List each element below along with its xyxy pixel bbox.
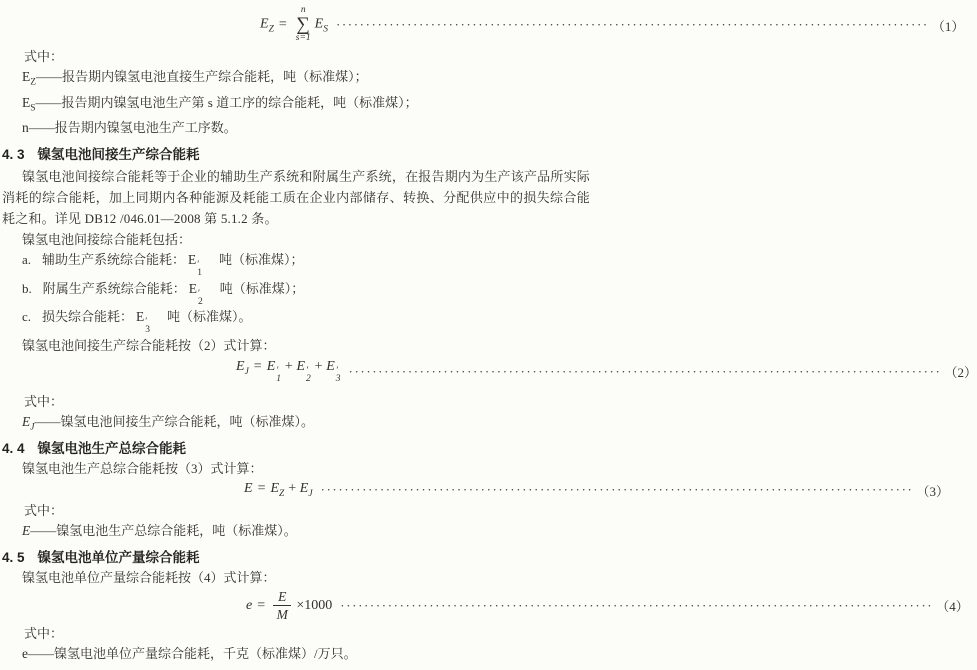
calc-line-4: 镍氢电池单位产量综合能耗按（4）式计算： — [22, 569, 276, 585]
equation-2 — [2, 356, 977, 388]
definition-n: n——报告期内镍氢电池生产工序数。 — [22, 120, 237, 136]
where-label-3: 式中： — [24, 503, 64, 519]
where-label-1: 式中： — [24, 49, 64, 64]
symbol-e3-prime: E ′ 3 — [136, 309, 151, 336]
list-marker: b. — [22, 280, 32, 296]
equation-4 — [2, 588, 969, 624]
equation-1-number: （1） — [931, 18, 965, 34]
section-title: 镍氢电池生产总综合能耗 — [37, 441, 187, 457]
dot-leader: ···································································································· — [335, 17, 929, 32]
definition-e-unit: e——镍氢电池单位产量综合能耗，千克（标准煤）/万只。 — [22, 645, 357, 661]
definition-ez: $E_Z——$报告期内镍氢电池直接生产综合能耗，吨（标准煤）； — [22, 69, 368, 88]
calc-line-3: 镍氢电池生产总综合能耗按（3）式计算： — [22, 461, 263, 477]
section-title: 镍氢电池单位产量综合能耗 — [37, 549, 200, 565]
calc-line-2: 镍氢电池间接生产综合能耗按（2）式计算： — [22, 337, 276, 353]
section-number: 4. 5 — [2, 549, 25, 565]
include-line: 镍氢电池间接综合能耗包括： — [22, 232, 192, 248]
dot-leader: ···································································································· — [340, 597, 934, 613]
equation-3-number: （3） — [916, 483, 949, 499]
equation-1-math: $E_Z$ = n ∑ s=1 $E_S$ — [260, 5, 328, 44]
section-title: 镍氢电池间接生产综合能耗 — [37, 147, 200, 163]
definition-e-total: E——镍氢电池生产总综合能耗，吨（标准煤）。 — [22, 523, 297, 539]
equation-1-rhs-sub: S — [323, 25, 328, 35]
equation-4-number: （4） — [936, 599, 969, 615]
where-label-4: 式中： — [24, 625, 64, 641]
dot-leader: ···································································································· — [320, 482, 914, 498]
list-marker: a. — [22, 252, 32, 268]
section-heading-4-4 — [2, 439, 590, 459]
dot-leader: ···································································································· — [348, 363, 942, 379]
equation-3 — [2, 479, 949, 501]
section-number: 4. 3 — [2, 147, 25, 163]
list-item-c: c. 损失综合能耗： E ′ 3 吨（标准煤）。 — [22, 309, 252, 336]
equation-4-math: e = $\frac{E}{M}$ ×1000 — [246, 588, 333, 623]
definition-ej: $E_J——$镍氢电池间接生产综合能耗，吨（标准煤）。 — [22, 413, 314, 433]
equation-2-number: （2） — [944, 365, 977, 381]
section-number: 4. 4 — [2, 441, 25, 457]
symbol-e1-prime: E ′ 1 — [188, 252, 203, 279]
paragraph-4-3: 镍氢电池间接综合能耗等于企业的辅助生产系统和附属生产系统，在报告期内为生产该产品所实际消耗的综合能耗，加上同期内各种能源及耗能工质在企业内部储存、转换、分配供应中的损失综合能耗之和。详见 DB12 /046.01—2008 第 5.1.2 条。 — [2, 169, 590, 227]
equation-1 — [2, 3, 965, 47]
where-label-2: 式中： — [24, 393, 64, 409]
plus-sign: + — [313, 358, 324, 374]
fraction-e-over-m: $\frac{E}{M}$ — [273, 589, 291, 623]
equals-sign: = — [253, 358, 262, 374]
definition-es: $E_S——$报告期内镍氢电池生产第 s 道工序的综合能耗，吨（标准煤）； — [22, 94, 418, 114]
equals-sign: = — [278, 17, 287, 33]
list-item-b: b. 附属生产系统综合能耗： E ′ 2 吨（标准煤）； — [22, 280, 305, 307]
section-heading-4-3 — [2, 145, 590, 165]
list-item-a: a. 辅助生产系统综合能耗： E ′ 1 吨（标准煤）； — [22, 252, 304, 279]
plus-sign: + — [284, 358, 294, 374]
times-1000: ×1000 — [296, 598, 333, 614]
plus-sign: + — [287, 481, 297, 497]
equation-2-math: $E_J = E$ ′ 1 + E ′ 2 + E ′ 3 — [236, 358, 341, 384]
summation-symbol: n ∑ s=1 — [295, 5, 311, 44]
equation-1-lhs-sub: Z — [268, 25, 274, 35]
symbol-e2-prime: E ′ 2 — [188, 280, 203, 307]
list-marker: c. — [22, 309, 32, 325]
equals-sign: = — [257, 481, 266, 497]
equation-3-math: $E = E_Z + E_J$ — [244, 481, 313, 500]
equals-sign: = — [257, 598, 266, 614]
section-heading-4-5 — [2, 548, 590, 568]
